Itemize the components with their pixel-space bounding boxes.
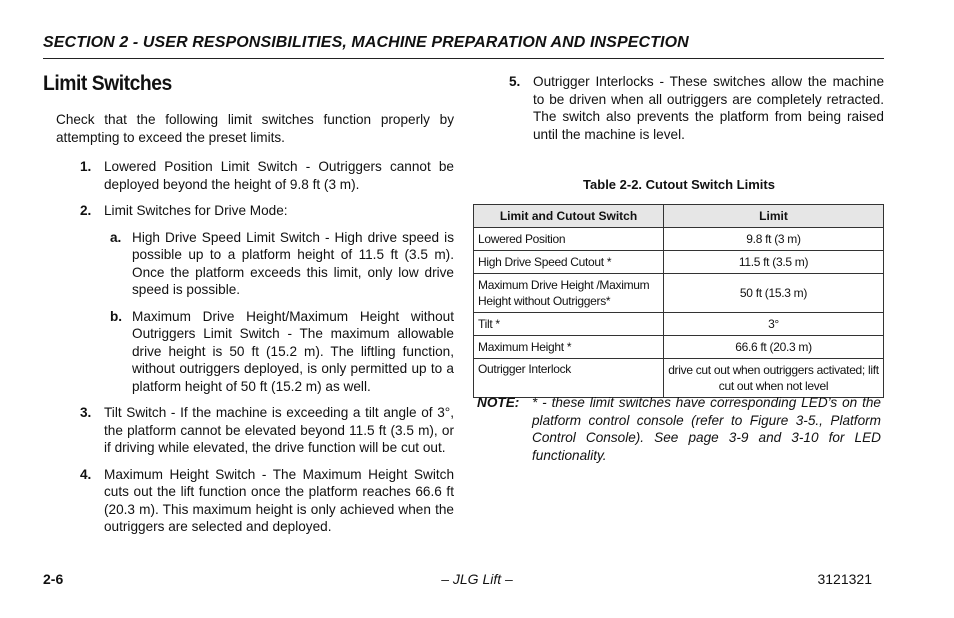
sub-text: High Drive Speed Limit Switch - High drive speed is possible up to a platform height of 11.5 ft (3.5 m). Once the platform exceeds this limit, only low drive speed is possible. (132, 229, 454, 297)
list-text: Lowered Position Limit Switch - Outriggers cannot be deployed beyond the height of 9.8 ft (3 m). (104, 159, 454, 192)
table-cell: High Drive Speed Cutout * (474, 251, 664, 274)
note-text: * - these limit switches have corresponding LED’s on the platform control console (refer to Figure 3-5., Platform Control Console). See page 3-9 and 3-10 for LED functionality. (532, 395, 881, 463)
sub-letter: a. (110, 229, 122, 245)
column-header: Limit and Cutout Switch (474, 205, 664, 228)
note-label: NOTE: (477, 395, 520, 410)
table-cell: Tilt * (474, 313, 664, 336)
list-text: Tilt Switch - If the machine is exceeding a tilt angle of 3°, the platform cannot be elevated beyond 11.5 ft (3.5 m), or if driving while elevated, the drive function will be cut out. (104, 405, 454, 455)
sub-list (104, 229, 454, 396)
list-text: Limit Switches for Drive Mode: (104, 203, 288, 218)
list-item-2 (56, 202, 454, 395)
list-item-4 (56, 466, 454, 536)
header-rule (43, 58, 884, 59)
document-number: 3121321 (817, 571, 872, 587)
right-column (509, 73, 884, 152)
left-column (56, 111, 454, 545)
page-title: Limit Switches (43, 72, 172, 95)
table-header-row (474, 205, 884, 228)
table-row (474, 274, 884, 313)
table-cell: drive cut out when outriggers activated; lift cut out when not level (664, 359, 884, 398)
list-number: 3. (80, 405, 92, 420)
column-header: Limit (664, 205, 884, 228)
table-row (474, 359, 884, 398)
sub-letter: b. (110, 308, 123, 324)
table-row (474, 228, 884, 251)
table-cell: Maximum Drive Height /Maximum Height without Outriggers* (474, 274, 664, 313)
sub-text: Maximum Drive Height/Maximum Height without Outriggers Limit Switch - The maximum allowable drive height is 50 ft (15.2 m). The liftling function, without outriggers deployed, is only permitted up to a platform height of 50 ft (15.2 m) as well. (132, 308, 454, 394)
list-text: Outrigger Interlocks - These switches allow the machine to be driven when all outriggers are completely retracted. The switch also prevents the platform from being raised until the machine is level. (533, 74, 884, 142)
table-cell: Lowered Position (474, 228, 664, 251)
table-cell: Maximum Height * (474, 336, 664, 359)
table-cell: 9.8 ft (3 m) (664, 228, 884, 251)
list-number: 2. (80, 203, 92, 218)
section-header: SECTION 2 - USER RESPONSIBILITIES, MACHINE PREPARATION AND INSPECTION (43, 34, 689, 51)
list-item-5 (509, 73, 884, 143)
page-number: 2-6 (43, 571, 64, 587)
table-cell: Outrigger Interlock (474, 359, 664, 398)
sub-item-a (104, 229, 454, 299)
footer-publisher: – JLG Lift – (441, 571, 513, 587)
table-row (474, 336, 884, 359)
list-number: 5. (509, 74, 521, 89)
table-cell: 11.5 ft (3.5 m) (664, 251, 884, 274)
list-number: 1. (80, 159, 92, 174)
list-number: 4. (80, 466, 92, 482)
list-item-3 (56, 404, 454, 457)
list-item-1 (56, 158, 454, 193)
table-row (474, 251, 884, 274)
table-row (474, 313, 884, 336)
cutout-switch-table (473, 204, 884, 398)
table-cell: 50 ft (15.3 m) (664, 274, 884, 313)
table-cell: 3° (664, 313, 884, 336)
table-caption: Table 2-2. Cutout Switch Limits (583, 177, 775, 192)
list-text: Maximum Height Switch - The Maximum Height Switch cuts out the lift function once the platform reaches 66.6 ft (20.3 m). This maximum height is only achieved when the outriggers are selected and deployed. (104, 466, 454, 534)
table-note (477, 394, 881, 464)
sub-item-b (104, 308, 454, 396)
table-cell: 66.6 ft (20.3 m) (664, 336, 884, 359)
intro-paragraph: Check that the following limit switches function properly by attempting to exceed the preset limits. (56, 112, 454, 145)
